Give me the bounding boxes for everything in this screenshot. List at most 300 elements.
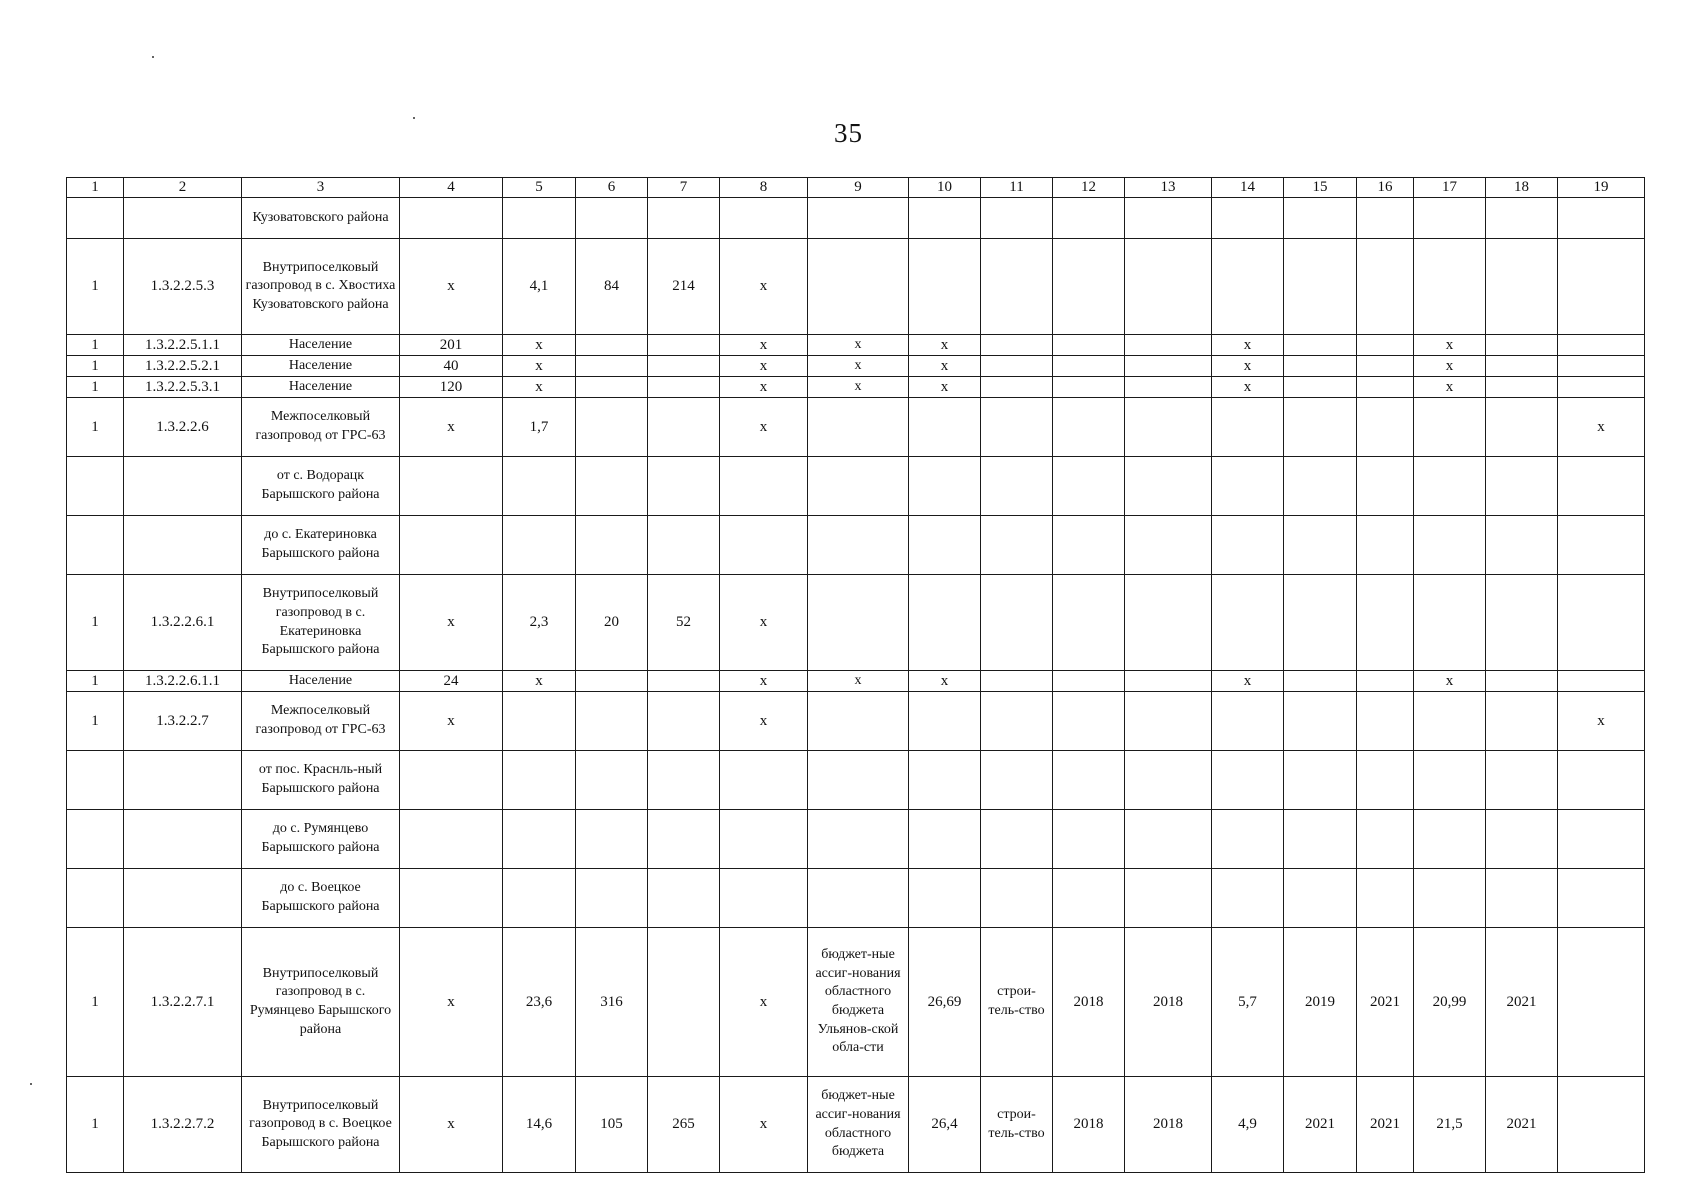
table-cell	[1486, 335, 1558, 356]
column-number-cell: 9	[808, 178, 909, 198]
table-row	[67, 751, 1645, 810]
table-cell	[648, 398, 720, 457]
column-number-cell: 14	[1212, 178, 1284, 198]
table-cell	[909, 692, 981, 751]
table-cell	[1357, 356, 1414, 377]
table-cell	[67, 810, 124, 869]
table-cell: 214	[648, 239, 720, 335]
table-cell	[981, 751, 1053, 810]
table-cell	[67, 751, 124, 810]
table-cell	[1486, 751, 1558, 810]
table-cell	[1125, 575, 1212, 671]
table-cell: 20	[576, 575, 648, 671]
table-cell: 1	[67, 692, 124, 751]
table-cell: Внутрипоселковый газопровод в с. Румянцево Барышского района	[242, 928, 400, 1077]
table-cell	[1357, 398, 1414, 457]
table-cell: x	[1212, 335, 1284, 356]
table-cell	[1486, 810, 1558, 869]
table-cell	[400, 198, 503, 239]
table-cell	[1053, 751, 1125, 810]
table-cell: 2018	[1053, 1077, 1125, 1173]
column-number-cell: 4	[400, 178, 503, 198]
table-row	[67, 810, 1645, 869]
table-cell	[1212, 398, 1284, 457]
table-cell	[1053, 810, 1125, 869]
table-cell: x	[400, 398, 503, 457]
page-number: 35	[834, 118, 863, 148]
table-cell	[1357, 239, 1414, 335]
table-cell	[1125, 751, 1212, 810]
table-cell	[1414, 198, 1486, 239]
column-number-cell: 18	[1486, 178, 1558, 198]
table-cell	[1053, 692, 1125, 751]
table-cell	[648, 516, 720, 575]
table-cell	[1053, 198, 1125, 239]
table-cell	[909, 398, 981, 457]
table-cell: x	[1414, 335, 1486, 356]
column-number-cell: 7	[648, 178, 720, 198]
table-cell: 2021	[1486, 928, 1558, 1077]
table-cell	[909, 751, 981, 810]
table-cell: Население	[242, 377, 400, 398]
table-cell	[1357, 575, 1414, 671]
table-cell	[981, 356, 1053, 377]
table-cell	[720, 457, 808, 516]
table-cell: 1.3.2.2.5.3	[124, 239, 242, 335]
table-cell	[1212, 457, 1284, 516]
table-cell: x	[1558, 398, 1645, 457]
table-cell: x	[1414, 671, 1486, 692]
table-cell	[1125, 457, 1212, 516]
table-row	[67, 356, 1645, 377]
table-cell	[1414, 457, 1486, 516]
table-cell: 1	[67, 356, 124, 377]
table-cell: 1.3.2.2.7.1	[124, 928, 242, 1077]
table-cell	[576, 810, 648, 869]
table-cell	[503, 751, 576, 810]
table-cell	[1284, 671, 1357, 692]
table-row	[67, 239, 1645, 335]
table-cell	[1125, 356, 1212, 377]
table-cell: строи-тель-ство	[981, 1077, 1053, 1173]
table-cell	[576, 198, 648, 239]
table-cell	[1357, 335, 1414, 356]
table-cell	[576, 692, 648, 751]
table-cell	[648, 198, 720, 239]
table-cell: 20,99	[1414, 928, 1486, 1077]
table-cell	[1284, 335, 1357, 356]
table-cell: x	[720, 928, 808, 1077]
table-row	[67, 692, 1645, 751]
table-cell: x	[909, 335, 981, 356]
table-cell	[576, 335, 648, 356]
table-cell: x	[720, 239, 808, 335]
table-cell	[576, 869, 648, 928]
table-cell	[1212, 198, 1284, 239]
table-cell: 105	[576, 1077, 648, 1173]
table-cell	[1284, 239, 1357, 335]
table-cell	[1357, 869, 1414, 928]
table-cell: 24	[400, 671, 503, 692]
column-number-cell: 19	[1558, 178, 1645, 198]
table-cell: 1,7	[503, 398, 576, 457]
table-cell	[1212, 751, 1284, 810]
table-cell	[981, 671, 1053, 692]
table-cell	[1558, 356, 1645, 377]
table-cell	[1212, 869, 1284, 928]
table-cell	[503, 457, 576, 516]
table-cell	[124, 869, 242, 928]
table-cell	[1125, 377, 1212, 398]
table-cell	[808, 239, 909, 335]
table-cell	[1414, 516, 1486, 575]
column-number-cell: 2	[124, 178, 242, 198]
table-cell: Внутрипоселковый газопровод в с. Екатериновка Барышского района	[242, 575, 400, 671]
table-cell: 84	[576, 239, 648, 335]
table-row	[67, 575, 1645, 671]
table-cell: x	[808, 335, 909, 356]
column-number-cell: 12	[1053, 178, 1125, 198]
table-cell	[503, 810, 576, 869]
table-cell: 1	[67, 398, 124, 457]
table-cell: от с. Водорацк Барышского района	[242, 457, 400, 516]
table-cell: 5,7	[1212, 928, 1284, 1077]
table-cell: бюджет-ные ассиг-нования областного бюджета	[808, 1077, 909, 1173]
table-cell	[648, 377, 720, 398]
table-cell	[1284, 356, 1357, 377]
table-cell	[1125, 239, 1212, 335]
table-cell: 1.3.2.2.6	[124, 398, 242, 457]
table-cell: 265	[648, 1077, 720, 1173]
table-cell	[400, 810, 503, 869]
table-cell: Население	[242, 335, 400, 356]
table-cell	[720, 751, 808, 810]
table-cell	[1284, 198, 1357, 239]
table-cell: x	[503, 335, 576, 356]
table-cell	[400, 869, 503, 928]
table-cell	[1284, 398, 1357, 457]
table-cell	[1486, 398, 1558, 457]
table-cell	[1053, 516, 1125, 575]
table-cell	[648, 751, 720, 810]
table-cell	[1212, 516, 1284, 575]
table-cell	[909, 810, 981, 869]
table-cell: до с. Воецкое Барышского района	[242, 869, 400, 928]
table-cell: Внутрипоселковый газопровод в с. Воецкое Барышского района	[242, 1077, 400, 1173]
table-cell	[1558, 810, 1645, 869]
table-row	[67, 198, 1645, 239]
table-cell: x	[909, 377, 981, 398]
table-cell	[1414, 751, 1486, 810]
table-cell	[124, 751, 242, 810]
column-number-cell: 5	[503, 178, 576, 198]
table-cell: x	[400, 692, 503, 751]
table-cell	[1053, 239, 1125, 335]
table-cell: x	[503, 356, 576, 377]
table-cell: 26,69	[909, 928, 981, 1077]
table-cell	[648, 928, 720, 1077]
table-cell	[1486, 198, 1558, 239]
table-cell	[400, 751, 503, 810]
table-cell: x	[909, 671, 981, 692]
table-cell	[1284, 377, 1357, 398]
table-cell	[1357, 457, 1414, 516]
table-cell: 40	[400, 356, 503, 377]
table-cell: 2,3	[503, 575, 576, 671]
table-cell: x	[720, 356, 808, 377]
table-cell	[808, 457, 909, 516]
table-cell	[1053, 335, 1125, 356]
column-number-cell: 8	[720, 178, 808, 198]
table-cell	[1486, 239, 1558, 335]
table-cell	[1558, 671, 1645, 692]
table-cell	[808, 751, 909, 810]
table-cell	[909, 239, 981, 335]
table-cell	[1053, 377, 1125, 398]
column-number-cell: 10	[909, 178, 981, 198]
table-cell	[1284, 457, 1357, 516]
table-cell: x	[503, 377, 576, 398]
table-cell	[909, 516, 981, 575]
table-cell: 2021	[1486, 1077, 1558, 1173]
table-cell	[1125, 671, 1212, 692]
table-cell: Межпоселковый газопровод от ГРС-63	[242, 692, 400, 751]
table-cell	[576, 457, 648, 516]
table-cell: x	[720, 335, 808, 356]
table-cell: 2021	[1284, 1077, 1357, 1173]
table-row	[67, 516, 1645, 575]
table-cell	[1212, 810, 1284, 869]
table-cell	[67, 869, 124, 928]
table-cell	[1558, 198, 1645, 239]
table-cell	[576, 671, 648, 692]
table-cell	[1053, 671, 1125, 692]
table-cell: x	[720, 1077, 808, 1173]
table-cell	[720, 516, 808, 575]
table-cell: x	[400, 239, 503, 335]
column-number-cell: 15	[1284, 178, 1357, 198]
table-cell	[1125, 810, 1212, 869]
table-cell	[1053, 398, 1125, 457]
table-cell: x	[1558, 692, 1645, 751]
table-cell	[981, 398, 1053, 457]
column-number-cell: 6	[576, 178, 648, 198]
table-cell	[981, 810, 1053, 869]
scan-speck	[30, 1083, 32, 1085]
table-cell: 1	[67, 928, 124, 1077]
table-cell	[1486, 457, 1558, 516]
table-cell	[1212, 692, 1284, 751]
table-cell	[503, 869, 576, 928]
table-cell	[648, 869, 720, 928]
table-cell: 4,1	[503, 239, 576, 335]
table-cell	[1486, 671, 1558, 692]
table-cell	[1053, 356, 1125, 377]
table-cell: 120	[400, 377, 503, 398]
scan-speck	[152, 56, 154, 58]
table-cell: 2018	[1125, 928, 1212, 1077]
table-cell	[1284, 575, 1357, 671]
table-cell	[808, 810, 909, 869]
table-cell: x	[720, 377, 808, 398]
table-row	[67, 335, 1645, 356]
table-cell	[124, 198, 242, 239]
table-row	[67, 398, 1645, 457]
table-cell	[648, 335, 720, 356]
table-row	[67, 869, 1645, 928]
table-cell: от пос. Краснль-ный Барышского района	[242, 751, 400, 810]
table-cell	[1053, 575, 1125, 671]
table-cell: 52	[648, 575, 720, 671]
table-cell: Кузоватовского района	[242, 198, 400, 239]
table-cell	[124, 516, 242, 575]
table-cell: x	[1414, 356, 1486, 377]
table-cell	[1284, 751, 1357, 810]
table-cell	[808, 575, 909, 671]
table-cell	[400, 516, 503, 575]
table-row	[67, 1077, 1645, 1173]
table-cell	[981, 516, 1053, 575]
table-cell	[1357, 377, 1414, 398]
table-cell	[1558, 239, 1645, 335]
table-cell	[1486, 377, 1558, 398]
table-cell	[808, 198, 909, 239]
table-cell: до с. Румянцево Барышского района	[242, 810, 400, 869]
table-cell	[503, 198, 576, 239]
table-cell: строи-тель-ство	[981, 928, 1053, 1077]
table-cell	[1357, 198, 1414, 239]
table-cell	[720, 869, 808, 928]
table-cell	[981, 335, 1053, 356]
table-cell: 1	[67, 1077, 124, 1173]
table-cell	[720, 810, 808, 869]
table-cell	[1558, 1077, 1645, 1173]
table-cell: x	[808, 377, 909, 398]
table-cell	[576, 398, 648, 457]
table-cell: x	[400, 928, 503, 1077]
table-cell: x	[400, 575, 503, 671]
table-cell	[909, 457, 981, 516]
table-cell	[1125, 398, 1212, 457]
table-cell	[808, 869, 909, 928]
table-cell: 1.3.2.2.5.3.1	[124, 377, 242, 398]
table-cell	[648, 457, 720, 516]
table-cell	[67, 516, 124, 575]
table-cell	[1053, 457, 1125, 516]
column-number-cell: 17	[1414, 178, 1486, 198]
table-cell: 14,6	[503, 1077, 576, 1173]
table-cell	[67, 457, 124, 516]
table-cell: x	[720, 671, 808, 692]
table-cell	[1357, 692, 1414, 751]
table-cell	[981, 575, 1053, 671]
table-cell	[400, 457, 503, 516]
table-cell	[124, 810, 242, 869]
table-cell: 1.3.2.2.5.2.1	[124, 356, 242, 377]
table-cell	[1284, 516, 1357, 575]
table-cell	[1357, 516, 1414, 575]
table-cell	[1357, 671, 1414, 692]
table-cell: 2021	[1357, 928, 1414, 1077]
table-cell	[1558, 751, 1645, 810]
table-cell	[1414, 575, 1486, 671]
table-cell	[808, 692, 909, 751]
table-cell	[576, 356, 648, 377]
table-cell	[1414, 692, 1486, 751]
table-cell	[909, 869, 981, 928]
scan-speck	[413, 117, 415, 119]
table-cell	[503, 692, 576, 751]
table-cell: x	[720, 575, 808, 671]
table-cell	[648, 671, 720, 692]
table-cell: 1	[67, 335, 124, 356]
table-cell	[1125, 198, 1212, 239]
table-row	[67, 928, 1645, 1077]
table-cell: 1.3.2.2.7.2	[124, 1077, 242, 1173]
table-cell	[1558, 575, 1645, 671]
table-cell	[576, 516, 648, 575]
table-cell	[67, 198, 124, 239]
table-cell	[808, 516, 909, 575]
table-cell	[1486, 692, 1558, 751]
table-cell: бюджет-ные ассиг-нования областного бюджета Ульянов-ской обла-сти	[808, 928, 909, 1077]
table-cell	[1414, 869, 1486, 928]
table-cell	[720, 198, 808, 239]
table-cell	[981, 457, 1053, 516]
table-cell	[1212, 575, 1284, 671]
table-cell: x	[503, 671, 576, 692]
table-cell: 23,6	[503, 928, 576, 1077]
table-cell	[1558, 457, 1645, 516]
table-cell	[648, 356, 720, 377]
table-cell: x	[1212, 377, 1284, 398]
gas-pipeline-table	[66, 177, 1645, 1173]
table-cell	[1558, 928, 1645, 1077]
table-cell	[1125, 692, 1212, 751]
table-cell: до с. Екатериновка Барышского района	[242, 516, 400, 575]
table-cell	[648, 692, 720, 751]
table-cell: Межпоселковый газопровод от ГРС-63	[242, 398, 400, 457]
table-cell	[981, 692, 1053, 751]
table-cell	[124, 457, 242, 516]
table-cell	[1414, 810, 1486, 869]
table-cell	[576, 751, 648, 810]
table-cell: 1	[67, 575, 124, 671]
table-cell: 2021	[1357, 1077, 1414, 1173]
table-cell: 2018	[1053, 928, 1125, 1077]
table-cell	[981, 198, 1053, 239]
table-cell	[981, 239, 1053, 335]
table-cell: 1.3.2.2.6.1	[124, 575, 242, 671]
table-cell	[1212, 239, 1284, 335]
table-cell: 4,9	[1212, 1077, 1284, 1173]
table-cell	[648, 810, 720, 869]
table-cell: x	[400, 1077, 503, 1173]
column-number-row	[67, 178, 1645, 198]
table-cell	[1558, 516, 1645, 575]
table-cell: 26,4	[909, 1077, 981, 1173]
table-cell: 1	[67, 377, 124, 398]
table-row	[67, 671, 1645, 692]
table-cell	[1125, 516, 1212, 575]
table-cell	[1357, 810, 1414, 869]
table-cell	[909, 575, 981, 671]
table-cell: 1.3.2.2.7	[124, 692, 242, 751]
table-cell	[1558, 335, 1645, 356]
table-cell	[1558, 377, 1645, 398]
table-cell: 1.3.2.2.5.1.1	[124, 335, 242, 356]
table-row	[67, 377, 1645, 398]
